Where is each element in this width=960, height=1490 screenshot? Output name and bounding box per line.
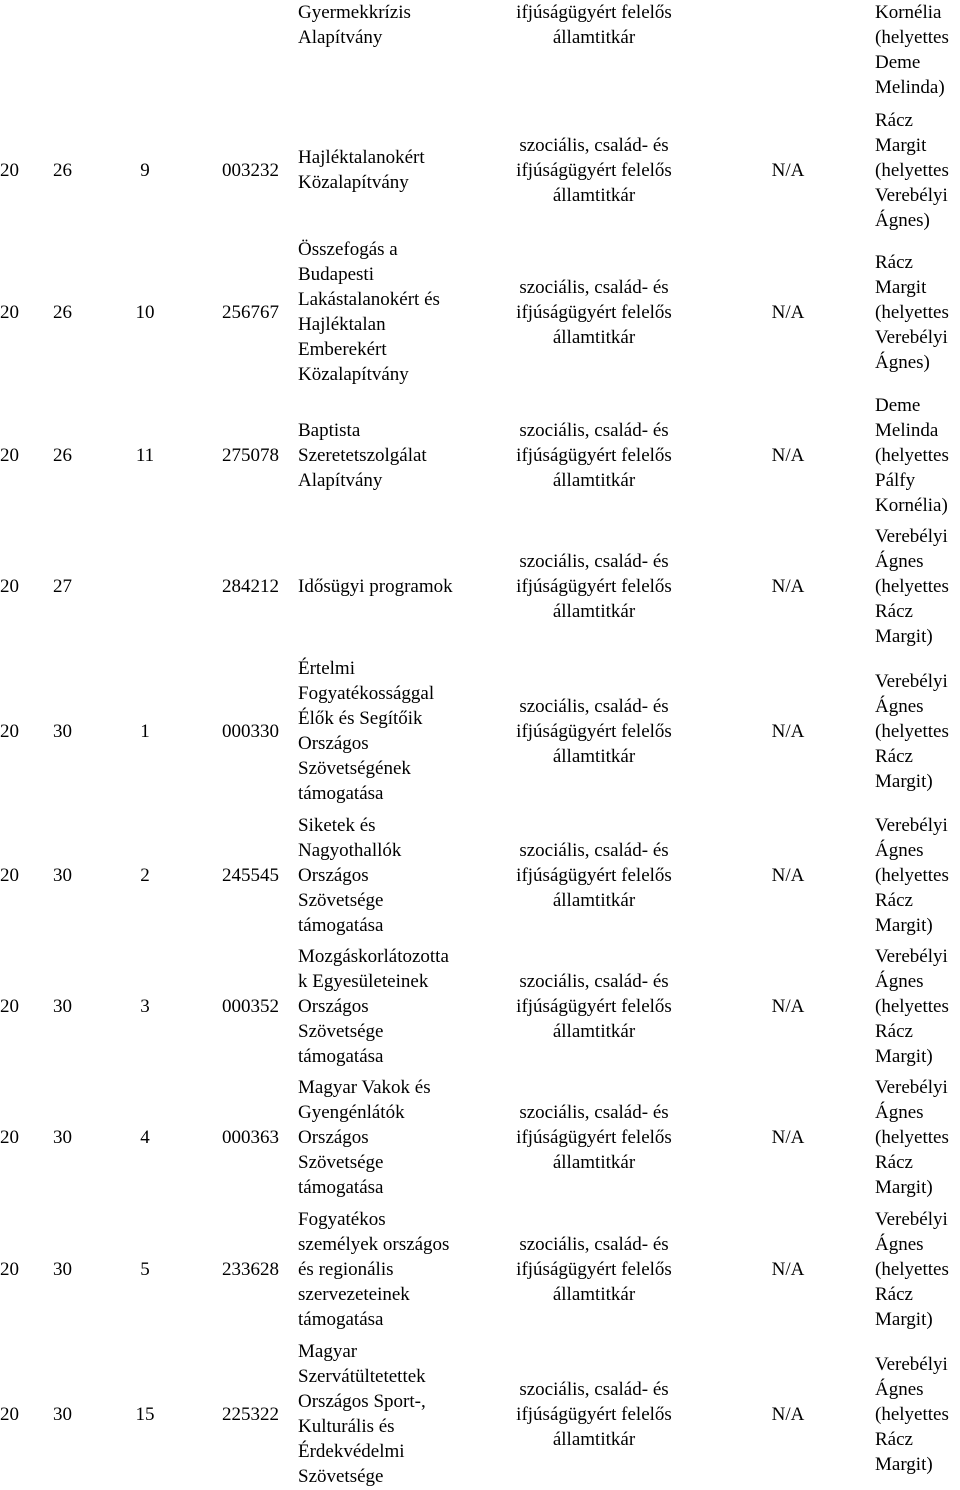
program-id: 000352 [222,996,279,1017]
code-chapter: 20 [0,865,19,886]
program-name: Baptista Szeretetszolgálat Alapítvány [298,419,427,491]
table-row [0,1338,960,1490]
code-chapter: 20 [0,1259,19,1280]
code-subtitle: 4 [140,1127,150,1148]
program-id: 275078 [222,444,279,466]
responsible-person: Kornélia (helyettes Deme Melinda) [875,2,949,98]
code-subtitle: 9 [140,159,150,181]
table-row [0,523,960,650]
program-id: 003232 [222,159,279,181]
code-subtitle: 11 [135,444,155,466]
code-chapter: 20 [0,996,19,1017]
responsible-person: Verebélyi Ágnes (helyettes Rácz Margit) [875,1077,949,1198]
program-name: Magyar Vakok és Gyengénlátók Országos Szövetsége támogatása [298,1077,431,1198]
program-name: Siketek és Nagyothallók Országos Szövetsége támogatása [298,815,402,936]
code-chapter: 20 [0,720,19,742]
code-chapter: 20 [0,1403,19,1425]
status-value: N/A [771,1403,805,1425]
table-row [0,105,960,235]
responsible-person: Verebélyi Ágnes (helyettes Rácz Margit) [875,526,949,647]
code-title: 30 [53,1259,72,1280]
status-value: N/A [771,720,805,742]
table-row [0,943,960,1070]
responsible-person: Deme Melinda (helyettes Pálfy Kornélia) [875,394,949,516]
program-name: Idősügyi programok [298,576,453,597]
code-title: 30 [53,1127,72,1148]
code-chapter: 20 [0,1127,19,1148]
responsible-official: szociális, család- és ifjúságügyért felelős államtitkár [516,134,672,206]
code-title: 26 [53,301,72,323]
responsible-person: Rácz Margit (helyettes Verebélyi Ágnes) [875,251,949,373]
status-value: N/A [771,865,805,886]
responsible-official: szociális, család- és ifjúságügyért felelős államtitkár [516,695,672,767]
program-name: Mozgáskorlátozotta k Egyesületeinek Országos Szövetsége támogatása [298,946,449,1067]
responsible-person: Rácz Margit (helyettes Verebélyi Ágnes) [875,109,949,231]
status-value: N/A [771,1127,805,1148]
program-name: Hajléktalanokért Közalapítvány [298,147,425,193]
responsible-official: szociális, család- és ifjúságügyért felelős államtitkár [516,971,672,1042]
program-name: Gyermekkrízis Alapítvány [298,2,411,48]
status-value: N/A [771,159,805,181]
code-title: 30 [53,996,72,1017]
program-id: 245545 [222,865,279,886]
responsible-official: szociális, család- és ifjúságügyért felelős államtitkár [516,840,672,911]
program-name: Magyar Szervátültetettek Országos Sport-, Kulturális és Érdekvédelmi Szövetsége [298,1341,426,1487]
responsible-person: Verebélyi Ágnes (helyettes Rácz Margit) [875,946,949,1067]
status-value: N/A [771,301,805,323]
responsible-person: Verebélyi Ágnes (helyettes Rácz Margit) [875,815,949,936]
status-value: N/A [771,996,805,1017]
responsible-official: ifjúságügyért felelős államtitkár [516,2,672,48]
code-title: 26 [53,444,72,466]
responsible-official: szociális, család- és ifjúságügyért felelős államtitkár [516,1102,672,1173]
code-subtitle: 15 [135,1403,155,1425]
table-row [0,0,960,100]
code-subtitle: 3 [140,996,150,1017]
responsible-person: Verebélyi Ágnes (helyettes Rácz Margit) [875,1353,949,1475]
table-row [0,237,960,387]
code-subtitle: 1 [140,720,150,742]
table-row [0,392,960,518]
code-title: 27 [53,576,72,597]
program-id: 284212 [222,576,279,597]
code-chapter: 20 [0,576,19,597]
code-title: 30 [53,720,72,742]
responsible-official: szociális, család- és ifjúságügyért felelős államtitkár [516,551,672,622]
responsible-official: szociális, család- és ifjúságügyért felelős államtitkár [516,1378,672,1450]
status-value: N/A [771,1259,805,1280]
code-title: 30 [53,1403,72,1425]
table-row [0,1074,960,1201]
responsible-person: Verebélyi Ágnes (helyettes Rácz Margit) [875,1209,949,1330]
status-value: N/A [771,576,805,597]
program-name: Összefogás a Budapesti Lakástalanokért és Hajléktalan Emberekért Közalapítvány [298,239,440,385]
code-chapter: 20 [0,301,19,323]
responsible-official: szociális, család- és ifjúságügyért felelős államtitkár [516,1234,672,1305]
table-row [0,655,960,807]
program-id: 000330 [222,720,279,742]
responsible-official: szociális, család- és ifjúságügyért felelős államtitkár [516,276,672,348]
code-title: 26 [53,159,72,181]
responsible-person: Verebélyi Ágnes (helyettes Rácz Margit) [875,670,949,792]
table-row [0,1206,960,1333]
code-title: 30 [53,865,72,886]
code-chapter: 20 [0,159,19,181]
program-name: Értelmi Fogyatékossággal Élők és Segítőik Országos Szövetségének támogatása [298,658,435,804]
code-chapter: 20 [0,444,19,466]
table-row [0,812,960,939]
program-id: 233628 [222,1259,279,1280]
status-value: N/A [771,444,805,466]
code-subtitle: 5 [140,1259,150,1280]
code-subtitle: 10 [135,301,155,323]
program-id: 256767 [222,301,279,323]
responsible-official: szociális, család- és ifjúságügyért felelős államtitkár [516,419,672,491]
code-subtitle [100,523,190,650]
program-id: 000363 [222,1127,279,1148]
program-id: 225322 [222,1403,279,1425]
program-name: Fogyatékos személyek országos és regionális szervezeteinek támogatása [298,1209,450,1330]
code-subtitle: 2 [140,865,150,886]
